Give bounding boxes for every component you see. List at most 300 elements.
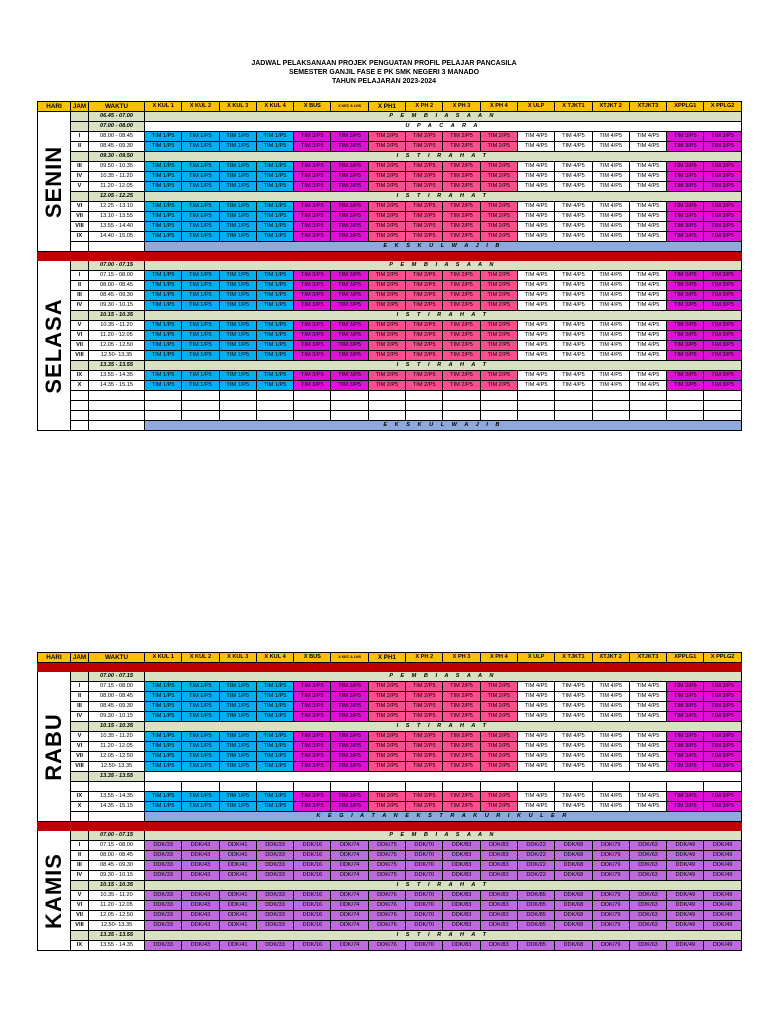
- waktu-cell: 07.15 - 08.00: [89, 841, 145, 851]
- class-cell: TIM 3/P5: [704, 301, 741, 311]
- class-cell: TIM 2/P5: [480, 222, 517, 232]
- class-cell: TIM 1/P5: [145, 341, 182, 351]
- schedule-row: [38, 421, 742, 431]
- empty-cell: [704, 411, 741, 421]
- class-cell: TIM 1/P5: [182, 271, 219, 281]
- schedule-row: [38, 391, 742, 401]
- class-cell: TIM 2/P5: [443, 202, 480, 212]
- class-cell: TIM 3/P5: [704, 351, 741, 361]
- empty-cell: [406, 391, 443, 401]
- class-cell: TIM 1/P5: [145, 301, 182, 311]
- class-cell: TIM 1/P5: [256, 762, 293, 772]
- empty-cell: [480, 411, 517, 421]
- waktu-cell: [89, 411, 145, 421]
- class-cell: TIM 1/P5: [145, 712, 182, 722]
- schedule-row: [38, 371, 742, 381]
- class-cell: DDK/63: [629, 871, 666, 881]
- empty-cell: [704, 391, 741, 401]
- class-cell: TIM 1/P5: [256, 351, 293, 361]
- class-cell: TIM 4/P5: [555, 371, 592, 381]
- class-cell: DDK/70: [406, 841, 443, 851]
- jam-cell: I: [71, 271, 89, 281]
- day-separator: [38, 663, 742, 672]
- schedule-row: [38, 752, 742, 762]
- class-cell: TIM 3/P5: [704, 331, 741, 341]
- class-cell: TIM 2/P5: [443, 692, 480, 702]
- class-cell: TIM 2/P5: [368, 222, 405, 232]
- class-cell: TIM 1/P5: [182, 202, 219, 212]
- col-class: X KEC & LHS: [331, 653, 368, 663]
- class-cell: TIM 2/P5: [406, 172, 443, 182]
- class-cell: DDK/70: [406, 851, 443, 861]
- schedule-row: [38, 311, 742, 321]
- class-cell: DDK/68: [555, 871, 592, 881]
- class-cell: TIM 4/P5: [555, 232, 592, 242]
- class-cell: TIM 3/P5: [294, 271, 331, 281]
- class-cell: DDK/70: [406, 891, 443, 901]
- class-cell: TIM 1/P5: [219, 732, 256, 742]
- class-cell: TIM 4/P5: [592, 132, 629, 142]
- jam-cell: IV: [71, 871, 89, 881]
- class-cell: TIM 4/P5: [517, 212, 554, 222]
- jam-cell: IX: [71, 941, 89, 951]
- class-cell: TIM 1/P5: [256, 132, 293, 142]
- class-cell: TIM 3/P5: [331, 762, 368, 772]
- class-cell: TIM 4/P5: [517, 281, 554, 291]
- schedule-row: [38, 861, 742, 871]
- class-cell: TIM 1/P5: [256, 301, 293, 311]
- waktu-cell: [89, 391, 145, 401]
- class-cell: TIM 4/P5: [629, 182, 666, 192]
- class-cell: DDK/63: [629, 861, 666, 871]
- class-cell: TIM 1/P5: [145, 792, 182, 802]
- class-cell: TIM 2/P5: [368, 702, 405, 712]
- waktu-cell: 12.05 - 12.50: [89, 341, 145, 351]
- day-label: KAMIS: [41, 852, 66, 929]
- class-cell: TIM 1/P5: [145, 802, 182, 812]
- class-cell: TIM 1/P5: [182, 802, 219, 812]
- class-cell: TIM 1/P5: [219, 331, 256, 341]
- class-cell: TIM 2/P5: [443, 732, 480, 742]
- class-cell: DDK/76: [368, 901, 405, 911]
- day-cell: [38, 112, 71, 252]
- schedule-row: [38, 261, 742, 271]
- jam-cell: IX: [71, 232, 89, 242]
- class-cell: DDK/70: [406, 921, 443, 931]
- class-cell: TIM 2/P5: [480, 742, 517, 752]
- class-cell: TIM 1/P5: [182, 682, 219, 692]
- class-cell: TIM 1/P5: [219, 172, 256, 182]
- jam-cell: [71, 152, 89, 162]
- class-cell: TIM 1/P5: [145, 732, 182, 742]
- class-cell: TIM 2/P5: [368, 752, 405, 762]
- class-cell: TIM 3/P5: [294, 321, 331, 331]
- empty-cell: [629, 411, 666, 421]
- class-cell: TIM 4/P5: [629, 222, 666, 232]
- class-cell: TIM 2/P5: [406, 732, 443, 742]
- schedule-row: [38, 851, 742, 861]
- class-cell: TIM 2/P5: [368, 692, 405, 702]
- class-cell: DDK/49: [704, 891, 741, 901]
- class-cell: DDK/41: [219, 861, 256, 871]
- class-cell: TIM 3/P5: [331, 732, 368, 742]
- col-jam: JAM: [71, 653, 89, 663]
- class-cell: TIM 2/P5: [368, 281, 405, 291]
- class-cell: TIM 3/P5: [294, 281, 331, 291]
- class-cell: DDK/74: [331, 871, 368, 881]
- class-cell: DDK/83: [480, 841, 517, 851]
- class-cell: DDK/63: [629, 901, 666, 911]
- class-cell: DDK/16: [294, 921, 331, 931]
- jam-cell: III: [71, 291, 89, 301]
- class-cell: DDK/33: [256, 921, 293, 931]
- class-cell: TIM 4/P5: [592, 792, 629, 802]
- class-cell: TIM 1/P5: [219, 182, 256, 192]
- class-cell: DDK/68: [555, 921, 592, 931]
- class-cell: TIM 4/P5: [629, 792, 666, 802]
- col-class: X PPLG2: [704, 102, 741, 112]
- schedule-row: [38, 232, 742, 242]
- waktu-cell: 13.35 - 13.55: [89, 931, 145, 941]
- class-cell: TIM 3/P5: [667, 222, 704, 232]
- schedule-row: [38, 152, 742, 162]
- class-cell: TIM 1/P5: [219, 222, 256, 232]
- class-cell: TIM 3/P5: [667, 692, 704, 702]
- class-cell: DDK/33: [145, 921, 182, 931]
- class-cell: TIM 1/P5: [256, 682, 293, 692]
- class-cell: TIM 4/P5: [555, 712, 592, 722]
- class-cell: DDK/63: [629, 851, 666, 861]
- class-cell: TIM 2/P5: [406, 692, 443, 702]
- class-cell: TIM 2/P5: [480, 232, 517, 242]
- class-cell: TIM 1/P5: [256, 162, 293, 172]
- class-cell: TIM 4/P5: [517, 371, 554, 381]
- class-cell: TIM 4/P5: [629, 202, 666, 212]
- class-cell: TIM 1/P5: [145, 682, 182, 692]
- class-cell: TIM 2/P5: [368, 381, 405, 391]
- class-cell: TIM 4/P5: [555, 802, 592, 812]
- class-cell: TIM 2/P5: [480, 162, 517, 172]
- col-class: X PH 2: [406, 653, 443, 663]
- doc-title-line2: SEMESTER GANJIL FASE E PK SMK NEGERI 3 MANADO: [288, 69, 480, 76]
- waktu-cell: 07.00 - 07.15: [89, 831, 145, 841]
- class-cell: TIM 4/P5: [629, 371, 666, 381]
- col-class: X PH1: [368, 653, 405, 663]
- class-cell: DDK/43: [182, 861, 219, 871]
- class-cell: TIM 4/P5: [555, 271, 592, 281]
- waktu-cell: [89, 421, 145, 431]
- class-cell: DDK/33: [145, 841, 182, 851]
- col-class: X TJKT1: [555, 102, 592, 112]
- class-cell: DDK/83: [480, 921, 517, 931]
- schedule-row: [38, 401, 742, 411]
- class-cell: TIM 3/P5: [704, 232, 741, 242]
- class-cell: TIM 1/P5: [219, 351, 256, 361]
- class-cell: TIM 2/P5: [480, 341, 517, 351]
- col-class: XPPLG1: [667, 653, 704, 663]
- class-cell: TIM 4/P5: [517, 341, 554, 351]
- jam-cell: [71, 122, 89, 132]
- class-cell: TIM 2/P5: [443, 371, 480, 381]
- waktu-cell: 10.35 - 11.20: [89, 891, 145, 901]
- class-cell: TIM 4/P5: [517, 132, 554, 142]
- class-cell: TIM 3/P5: [331, 341, 368, 351]
- class-cell: TIM 4/P5: [592, 271, 629, 281]
- jam-cell: I: [71, 841, 89, 851]
- class-cell: TIM 3/P5: [331, 162, 368, 172]
- class-cell: TIM 1/P5: [219, 702, 256, 712]
- class-cell: DDK/43: [182, 901, 219, 911]
- class-cell: TIM 3/P5: [294, 162, 331, 172]
- class-cell: TIM 2/P5: [406, 212, 443, 222]
- class-cell: TIM 4/P5: [517, 732, 554, 742]
- class-cell: TIM 3/P5: [294, 762, 331, 772]
- class-cell: TIM 4/P5: [555, 692, 592, 702]
- class-cell: TIM 3/P5: [704, 182, 741, 192]
- class-cell: TIM 2/P5: [480, 692, 517, 702]
- class-cell: TIM 1/P5: [182, 732, 219, 742]
- class-cell: TIM 4/P5: [517, 351, 554, 361]
- col-class: X PH 4: [480, 102, 517, 112]
- class-cell: TIM 4/P5: [517, 762, 554, 772]
- class-cell: TIM 1/P5: [219, 371, 256, 381]
- header-row: [38, 102, 742, 112]
- schedule-row: [38, 202, 742, 212]
- day-label: SELASA: [41, 297, 66, 394]
- class-cell: TIM 4/P5: [517, 752, 554, 762]
- class-cell: TIM 4/P5: [555, 182, 592, 192]
- class-cell: TIM 3/P5: [294, 301, 331, 311]
- class-cell: TIM 4/P5: [592, 742, 629, 752]
- class-cell: TIM 2/P5: [406, 762, 443, 772]
- class-cell: TIM 1/P5: [219, 802, 256, 812]
- class-cell: DDK/33: [256, 911, 293, 921]
- waktu-cell: 07.00 - 07.15: [89, 261, 145, 271]
- waktu-cell: 09.30 - 10.15: [89, 712, 145, 722]
- col-class: X PH 4: [480, 653, 517, 663]
- class-cell: TIM 4/P5: [517, 271, 554, 281]
- class-cell: TIM 4/P5: [629, 291, 666, 301]
- class-cell: DDK/83: [480, 861, 517, 871]
- class-cell: DDK/49: [667, 871, 704, 881]
- col-class: X KUL 3: [219, 102, 256, 112]
- class-cell: TIM 3/P5: [667, 202, 704, 212]
- class-cell: TIM 3/P5: [331, 692, 368, 702]
- class-cell: TIM 3/P5: [704, 371, 741, 381]
- class-cell: DDK/49: [667, 861, 704, 871]
- class-cell: TIM 1/P5: [219, 212, 256, 222]
- separator-cell: [38, 663, 742, 672]
- class-cell: TIM 3/P5: [704, 172, 741, 182]
- empty-cell: [294, 391, 331, 401]
- col-class: X PPLG2: [704, 653, 741, 663]
- empty-cell: [517, 391, 554, 401]
- class-cell: TIM 2/P5: [406, 792, 443, 802]
- class-cell: TIM 2/P5: [368, 331, 405, 341]
- class-cell: TIM 4/P5: [555, 212, 592, 222]
- waktu-cell: 12.25 - 13.10: [89, 202, 145, 212]
- class-cell: TIM 2/P5: [443, 271, 480, 281]
- class-cell: TIM 1/P5: [145, 142, 182, 152]
- col-class: X KUL 4: [256, 102, 293, 112]
- class-cell: TIM 2/P5: [368, 712, 405, 722]
- empty-cell: [219, 401, 256, 411]
- class-cell: TIM 2/P5: [368, 341, 405, 351]
- section-label: I S T I R A H A T: [145, 152, 742, 162]
- class-cell: TIM 1/P5: [145, 281, 182, 291]
- class-cell: DDK/83: [443, 891, 480, 901]
- class-cell: DDK/68: [555, 911, 592, 921]
- class-cell: TIM 4/P5: [555, 172, 592, 182]
- class-cell: DDK/83: [443, 941, 480, 951]
- class-cell: TIM 3/P5: [294, 222, 331, 232]
- schedule-row: [38, 291, 742, 301]
- class-cell: DDK/63: [629, 891, 666, 901]
- day-separator: [38, 252, 742, 261]
- class-cell: TIM 2/P5: [443, 291, 480, 301]
- jam-cell: V: [71, 891, 89, 901]
- day-label: SENIN: [41, 145, 66, 218]
- col-class: X PH1: [368, 102, 405, 112]
- schedule-row: [38, 762, 742, 772]
- class-cell: TIM 1/P5: [219, 692, 256, 702]
- class-cell: TIM 3/P5: [331, 702, 368, 712]
- class-cell: DDK/83: [480, 891, 517, 901]
- class-cell: TIM 1/P5: [182, 232, 219, 242]
- class-cell: DDK/68: [555, 901, 592, 911]
- schedule-row: [38, 782, 742, 792]
- class-cell: TIM 4/P5: [629, 142, 666, 152]
- class-cell: TIM 4/P5: [592, 232, 629, 242]
- class-cell: TIM 2/P5: [480, 172, 517, 182]
- class-cell: TIM 2/P5: [406, 341, 443, 351]
- class-cell: TIM 2/P5: [406, 712, 443, 722]
- class-cell: TIM 2/P5: [368, 212, 405, 222]
- schedule-row: [38, 672, 742, 682]
- waktu-cell: 09.50 - 10.35: [89, 162, 145, 172]
- col-class: XTJKT 2: [592, 653, 629, 663]
- class-cell: TIM 1/P5: [219, 142, 256, 152]
- class-cell: TIM 3/P5: [294, 692, 331, 702]
- col-class: X PH 2: [406, 102, 443, 112]
- class-cell: TIM 3/P5: [667, 331, 704, 341]
- empty-cell: [182, 401, 219, 411]
- class-cell: TIM 3/P5: [294, 291, 331, 301]
- class-cell: DDK/49: [667, 901, 704, 911]
- schedule-block-2: [37, 652, 741, 951]
- class-cell: DDK/33: [145, 941, 182, 951]
- class-cell: DDK/68: [555, 891, 592, 901]
- class-cell: TIM 3/P5: [704, 271, 741, 281]
- class-cell: DDK/49: [704, 921, 741, 931]
- class-cell: TIM 3/P5: [331, 172, 368, 182]
- class-cell: DDK/49: [667, 921, 704, 931]
- schedule-row: [38, 411, 742, 421]
- jam-cell: [71, 242, 89, 252]
- jam-cell: VIII: [71, 762, 89, 772]
- class-cell: TIM 4/P5: [517, 291, 554, 301]
- section-label: P E M B I A S A A N: [145, 672, 742, 682]
- waktu-cell: 13.35 - 13.55: [89, 361, 145, 371]
- class-cell: DDK/63: [629, 921, 666, 931]
- class-cell: DDK/79: [592, 911, 629, 921]
- jam-cell: IX: [71, 371, 89, 381]
- schedule-row: [38, 881, 742, 891]
- class-cell: TIM 4/P5: [629, 742, 666, 752]
- jam-cell: VIII: [71, 222, 89, 232]
- jam-cell: [71, 881, 89, 891]
- class-cell: DDK/16: [294, 861, 331, 871]
- class-cell: TIM 2/P5: [368, 682, 405, 692]
- class-cell: DDK/75: [368, 851, 405, 861]
- class-cell: TIM 2/P5: [443, 172, 480, 182]
- empty-cell: [555, 391, 592, 401]
- separator-cell: [38, 252, 742, 261]
- class-cell: TIM 2/P5: [406, 291, 443, 301]
- class-cell: TIM 2/P5: [368, 232, 405, 242]
- class-cell: DDK/41: [219, 851, 256, 861]
- class-cell: TIM 4/P5: [592, 762, 629, 772]
- class-cell: TIM 1/P5: [182, 321, 219, 331]
- class-cell: TIM 3/P5: [667, 351, 704, 361]
- class-cell: TIM 1/P5: [219, 162, 256, 172]
- waktu-cell: 12.50- 13.35: [89, 762, 145, 772]
- class-cell: TIM 4/P5: [592, 142, 629, 152]
- col-class: X KUL 4: [256, 653, 293, 663]
- jam-cell: X: [71, 381, 89, 391]
- class-cell: DDK/83: [480, 901, 517, 911]
- class-cell: TIM 1/P5: [256, 271, 293, 281]
- class-cell: TIM 4/P5: [555, 142, 592, 152]
- class-cell: TIM 1/P5: [219, 752, 256, 762]
- col-class: X ULP: [517, 653, 554, 663]
- class-cell: TIM 3/P5: [704, 802, 741, 812]
- schedule-row: [38, 891, 742, 901]
- class-cell: TIM 2/P5: [368, 182, 405, 192]
- class-cell: TIM 4/P5: [555, 321, 592, 331]
- empty-cell: [406, 401, 443, 411]
- class-cell: DDK/68: [555, 861, 592, 871]
- class-cell: DDK/68: [555, 841, 592, 851]
- class-cell: TIM 4/P5: [555, 792, 592, 802]
- class-cell: TIM 2/P5: [406, 142, 443, 152]
- waktu-cell: 14.35 - 15.15: [89, 381, 145, 391]
- ekstrakurikuler-label: K E G I A T A N E K S T R A K U R I K U L E R: [145, 812, 742, 822]
- class-cell: TIM 1/P5: [256, 232, 293, 242]
- jam-cell: VI: [71, 901, 89, 911]
- col-class: XTJKT 2: [592, 102, 629, 112]
- class-cell: TIM 2/P5: [443, 142, 480, 152]
- schedule-row: [38, 772, 742, 782]
- class-cell: TIM 2/P5: [406, 281, 443, 291]
- empty-cell: [182, 411, 219, 421]
- class-cell: TIM 3/P5: [704, 132, 741, 142]
- class-cell: DDK/16: [294, 851, 331, 861]
- class-cell: TIM 3/P5: [331, 351, 368, 361]
- class-cell: TIM 1/P5: [256, 802, 293, 812]
- class-cell: DDK/22: [517, 861, 554, 871]
- class-cell: TIM 3/P5: [704, 281, 741, 291]
- class-cell: TIM 2/P5: [368, 162, 405, 172]
- waktu-cell: 12.05 - 12.50: [89, 911, 145, 921]
- class-cell: TIM 1/P5: [219, 321, 256, 331]
- col-class: X ULP: [517, 102, 554, 112]
- class-cell: DDK/43: [182, 921, 219, 931]
- class-cell: TIM 4/P5: [629, 232, 666, 242]
- class-cell: DDK/16: [294, 871, 331, 881]
- class-cell: TIM 1/P5: [145, 212, 182, 222]
- class-cell: DDK/22: [517, 871, 554, 881]
